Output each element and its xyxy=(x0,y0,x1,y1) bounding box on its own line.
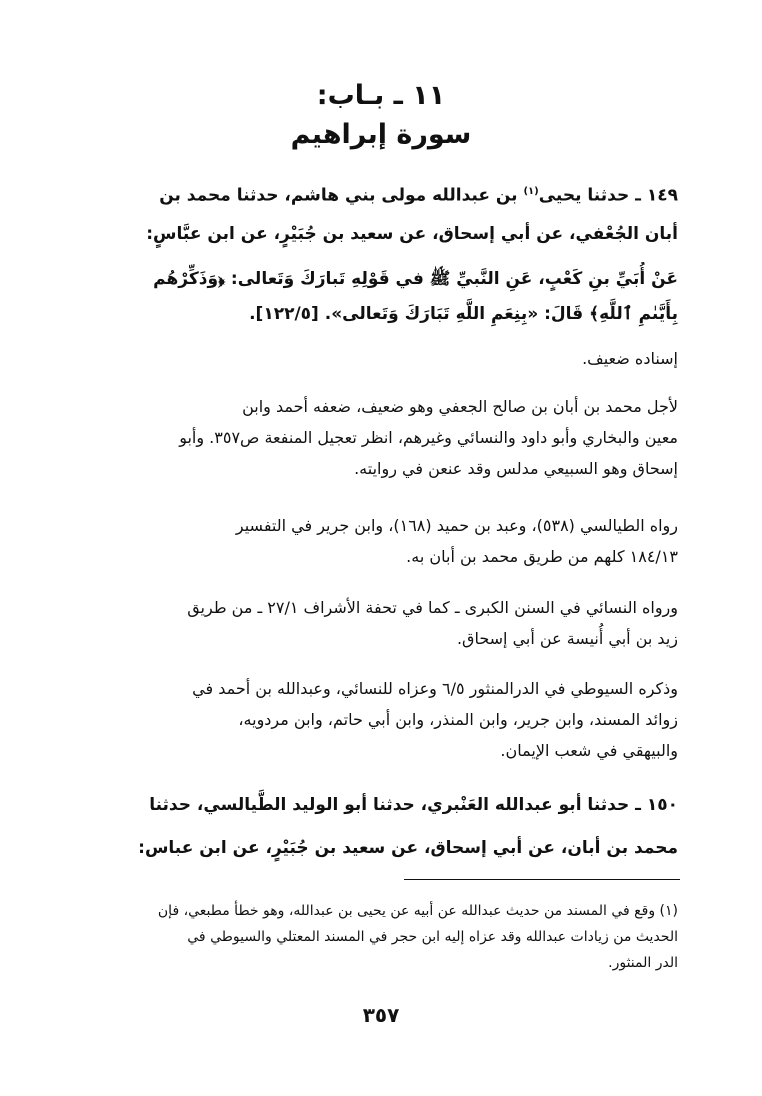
hadith-149 xyxy=(80,170,678,256)
commentary-paragraph-3: ورواه النسائي في السنن الكبرى ـ كما في تحفة الأشراف ٢٧/١ ـ من طريق زيد بن أبي أُنيسة عن أبي إسحاق. xyxy=(187,598,678,648)
footnote-reference: (١) xyxy=(523,186,539,197)
footnote-separator xyxy=(404,879,680,880)
footnote-1: (١) وقع في المسند من حديث عبدالله عن أبيه عن يحيى بن عبدالله، وهو خطأ مطبعي، فإن الحديث من زيادات عبدالله وقد عزاه إليه ابن حجر في المسند المعتلي والسيوطي في الدر المنثور. xyxy=(157,903,678,971)
hadith-149-line-1: ١٤٩ ـ حدثنا يحيى$^{(١)}$ بن عبدالله مولى بني هاشم، حدثنا محمد بن xyxy=(159,185,678,206)
hadith-150-line-1: ١٥٠ ـ حدثنا أبو عبدالله العَنْبري، حدثنا أبو الوليد الطَّيالسي، حدثنا xyxy=(149,795,678,815)
hadith-150-line-2: محمد بن أبان، عن أبي إسحاق، عن سعيد بن جُبَيْرٍ، عن ابن عباس: xyxy=(138,838,678,858)
isnad-grade: إسناده ضعيف. xyxy=(582,349,678,368)
hadith-149-text xyxy=(80,262,678,332)
hadith-149-quote-line-1: عَنْ أُبَيِّ بنِ كَعْبٍ، عَنِ النَّبيِّ ﷺ في قَوْلِهِ تَبارَكَ وَتَعالى: ﴿وَذَكِّرْهُم xyxy=(153,269,678,289)
page-number: ٣٥٧ xyxy=(362,1003,400,1027)
hadith-149-line-2: أبان الجُعْفي، عن أبي إسحاق، عن سعيد بن جُبَيْرٍ، عن ابن عبَّاسٍ: xyxy=(146,224,678,244)
hadith-150 xyxy=(80,784,678,870)
commentary-paragraph-2: رواه الطيالسي (٥٣٨)، وعبد بن حميد (١٦٨)، وابن جرير في التفسير ١٨٤/١٣ كلهم من طريق محمد بن أبان به. xyxy=(235,516,678,566)
chapter-title: سورة إبراهيم xyxy=(290,119,472,150)
hadith-149-quote-line-2: بِأَيَّىٰمِ ٱللَّهِ﴾ قَالَ: «بِنِعَمِ اللَّهِ تَبَارَكَ وَتَعالى». [١٢٢/٥]. xyxy=(249,304,678,324)
chapter-heading: ١١ ـ بـاب: xyxy=(316,80,446,111)
commentary-paragraph-1: لأجل محمد بن أبان بن صالح الجعفي وهو ضعيف، ضعفه أحمد وابن معين والبخاري وأبو داود والنسائي وغيرهم، انظر تعجيل المنفعة ص٣٥٧. وأبو إسحاق وهو السبيعي مدلس وقد عنعن في روايته. xyxy=(179,397,678,478)
commentary-paragraph-4: وذكره السيوطي في الدرالمنثور ٦/٥ وعزاه للنسائي، وعبدالله بن أحمد في زوائد المسند، وابن جرير، وابن المنذر، وابن أبي حاتم، وابن مردويه، والبيهقي في شعب الإيمان. xyxy=(192,679,678,760)
